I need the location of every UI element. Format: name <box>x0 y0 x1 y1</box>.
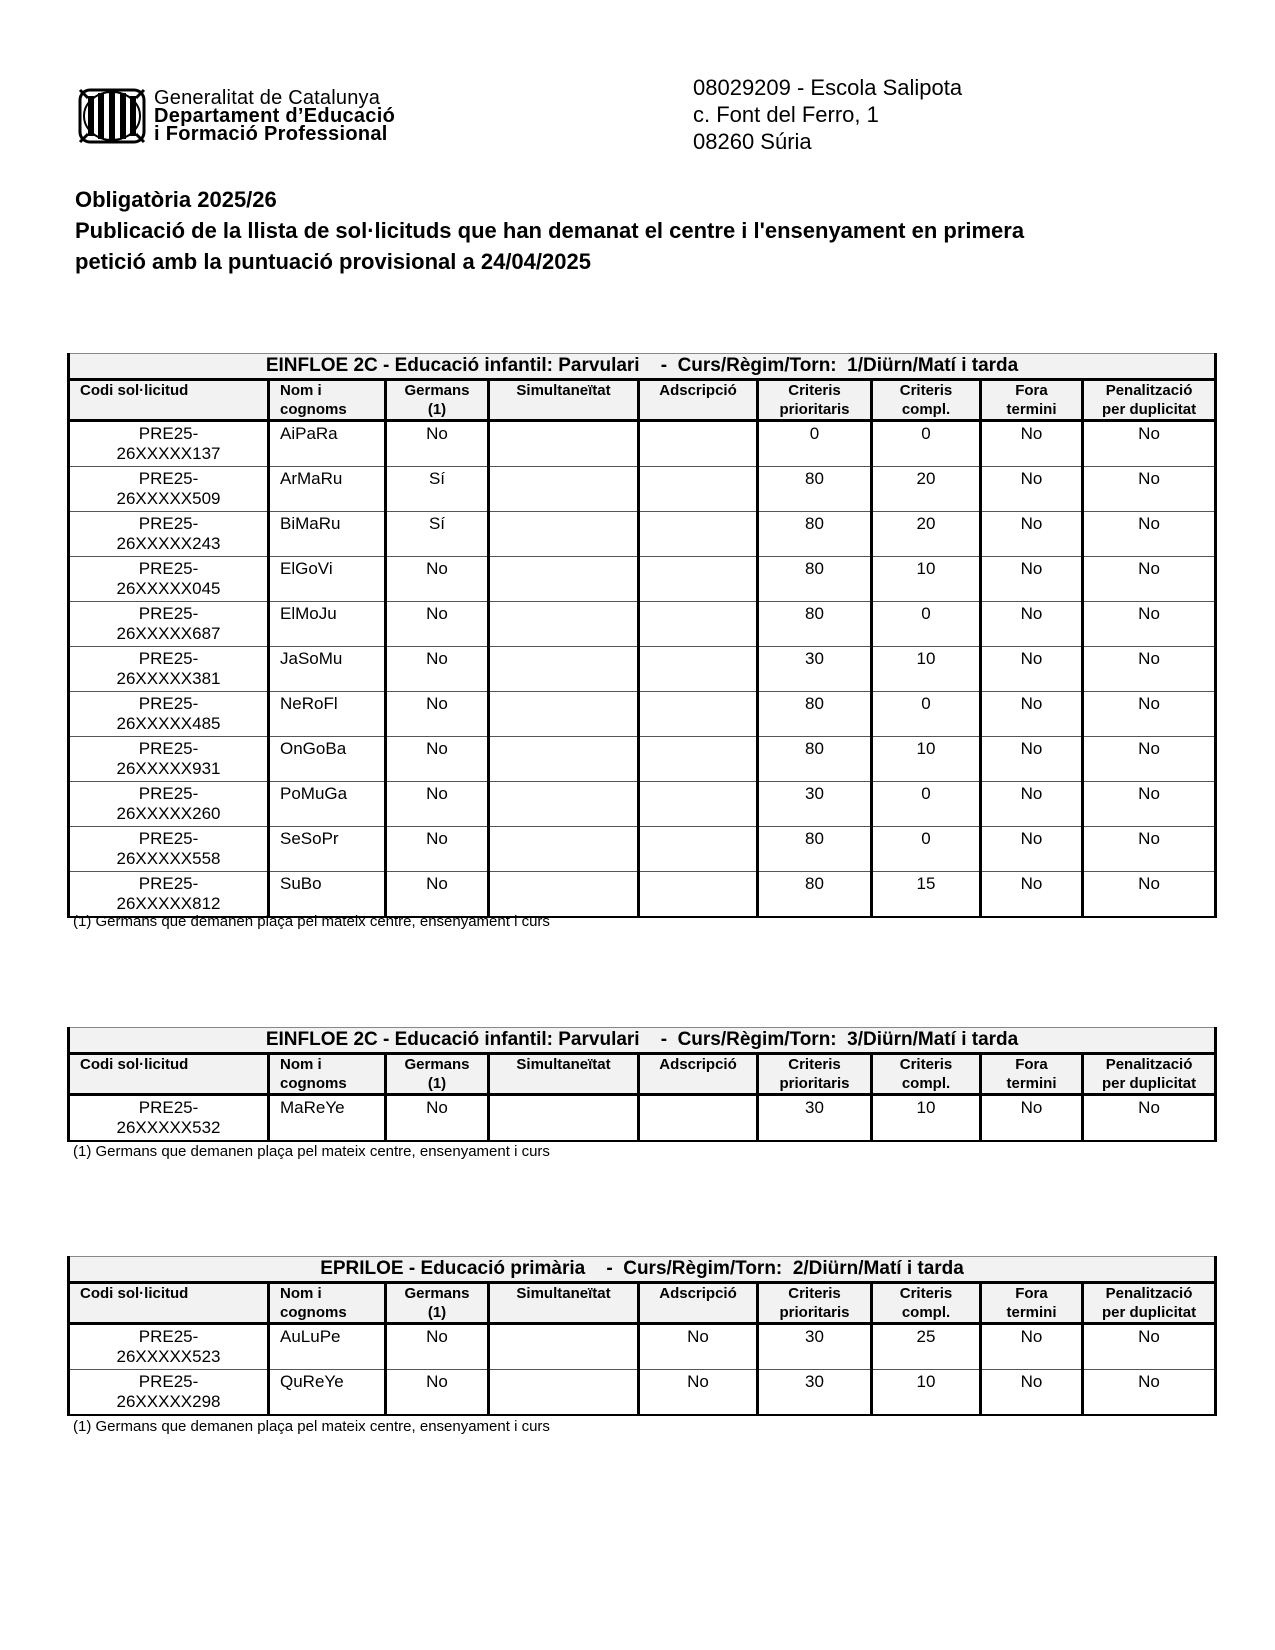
school-city: 08260 Súria <box>693 129 812 154</box>
cell-fora: No <box>981 557 1083 602</box>
cell-adscripcio <box>639 1095 758 1142</box>
cell-germans: No <box>386 647 489 692</box>
column-header-line: Penalització <box>1105 382 1193 399</box>
table-row <box>69 737 1216 782</box>
column-header-line: Fora <box>1015 382 1048 399</box>
cell-germans: No <box>386 827 489 872</box>
column-header <box>489 380 639 421</box>
cell-penalitzacio: No <box>1083 1370 1216 1416</box>
cell-penalitzacio: No <box>1083 782 1216 827</box>
column-header <box>269 1283 386 1324</box>
cell-simultaneitat <box>489 782 639 827</box>
cell-germans: No <box>386 421 489 467</box>
cell-application-code <box>69 872 269 918</box>
cell-simultaneitat <box>489 872 639 918</box>
cell-compl: 0 <box>872 827 981 872</box>
cell-compl: 20 <box>872 467 981 512</box>
column-header-line: Germans <box>404 382 470 399</box>
cell-name: OnGoBa <box>269 737 386 782</box>
column-header-line: Adscripció <box>659 1056 737 1073</box>
cell-compl: 0 <box>872 782 981 827</box>
school-address <box>693 74 962 155</box>
column-header-line: termini <box>1006 401 1057 418</box>
table-title: EPRILOE - Educació primària - Curs/Règim/Torn: 2/Diürn/Matí i tarda <box>69 1257 1216 1283</box>
column-header <box>69 1054 269 1095</box>
cell-simultaneitat <box>489 692 639 737</box>
column-header-line: Fora <box>1015 1056 1048 1073</box>
column-header-line: Criteris <box>899 382 953 399</box>
table-row <box>69 1370 1216 1416</box>
code-part-2: 26XXXXX931 <box>116 759 221 778</box>
column-header-line: per duplicitat <box>1101 401 1197 418</box>
cell-name: NeRoFl <box>269 692 386 737</box>
cell-application-code <box>69 647 269 692</box>
column-header <box>872 1283 981 1324</box>
column-header-line: termini <box>1006 1304 1057 1321</box>
column-header-line: Nom i <box>280 382 322 399</box>
applications-table-1 <box>67 353 1217 918</box>
column-header <box>981 1054 1083 1095</box>
cell-germans: No <box>386 1370 489 1416</box>
footnote: (1) Germans que demanen plaça pel mateix centre, ensenyament i curs <box>73 913 550 930</box>
cell-penalitzacio: No <box>1083 692 1216 737</box>
column-header-line: (1) <box>427 1075 447 1092</box>
cell-application-code <box>69 557 269 602</box>
cell-name: BiMaRu <box>269 512 386 557</box>
cell-fora: No <box>981 602 1083 647</box>
code-part-1: PRE25- <box>138 1098 199 1117</box>
cell-prioritaris: 80 <box>758 467 872 512</box>
column-header-line: compl. <box>901 1304 951 1321</box>
cell-fora: No <box>981 647 1083 692</box>
footnote: (1) Germans que demanen plaça pel mateix centre, ensenyament i curs <box>73 1143 550 1160</box>
code-part-2: 26XXXXX532 <box>116 1118 221 1137</box>
cell-application-code <box>69 512 269 557</box>
column-header-line: per duplicitat <box>1101 1075 1197 1092</box>
column-header <box>269 380 386 421</box>
column-header-line: Criteris <box>788 1285 841 1302</box>
cell-compl: 0 <box>872 602 981 647</box>
table-row <box>69 827 1216 872</box>
code-part-1: PRE25- <box>138 784 199 803</box>
table-row <box>69 512 1216 557</box>
column-header <box>758 380 872 421</box>
cell-compl: 10 <box>872 557 981 602</box>
code-part-2: 26XXXXX509 <box>116 489 221 508</box>
cell-adscripcio <box>639 467 758 512</box>
table-row <box>69 872 1216 918</box>
column-header-line: cognoms <box>280 1304 347 1321</box>
cell-name: AuLuPe <box>269 1324 386 1370</box>
column-header <box>758 1054 872 1095</box>
table-row <box>69 1095 1216 1142</box>
cell-name: ElGoVi <box>269 557 386 602</box>
column-header <box>872 380 981 421</box>
cell-penalitzacio: No <box>1083 1324 1216 1370</box>
column-header-line: Penalització <box>1105 1056 1193 1073</box>
cell-simultaneitat <box>489 557 639 602</box>
column-header-line: Codi sol·licitud <box>80 1285 189 1302</box>
table-row <box>69 602 1216 647</box>
column-header <box>269 1054 386 1095</box>
column-header-line: Codi sol·licitud <box>80 382 189 399</box>
cell-adscripcio <box>639 421 758 467</box>
cell-name: ArMaRu <box>269 467 386 512</box>
school-street: c. Font del Ferro, 1 <box>693 102 879 127</box>
cell-germans: No <box>386 557 489 602</box>
cell-fora: No <box>981 827 1083 872</box>
cell-adscripcio <box>639 782 758 827</box>
generalitat-logo <box>78 88 395 144</box>
cell-penalitzacio: No <box>1083 872 1216 918</box>
column-header-line: prioritaris <box>779 401 850 418</box>
cell-germans: No <box>386 602 489 647</box>
column-header-line: per duplicitat <box>1101 1304 1197 1321</box>
cell-name: SuBo <box>269 872 386 918</box>
table-row <box>69 421 1216 467</box>
cell-fora: No <box>981 421 1083 467</box>
cell-germans: No <box>386 737 489 782</box>
title-line-2: Publicació de la llista de sol·licituds que han demanat el centre i l'ensenyament en primera <box>75 218 1025 243</box>
column-header-line: Criteris <box>788 1056 841 1073</box>
cell-compl: 15 <box>872 872 981 918</box>
cell-germans: No <box>386 782 489 827</box>
table-row <box>69 557 1216 602</box>
cell-compl: 20 <box>872 512 981 557</box>
cell-simultaneitat <box>489 1095 639 1142</box>
cell-adscripcio <box>639 557 758 602</box>
cell-compl: 10 <box>872 1370 981 1416</box>
cell-adscripcio <box>639 647 758 692</box>
cell-prioritaris: 30 <box>758 782 872 827</box>
column-header-line: Codi sol·licitud <box>80 1056 189 1073</box>
logo-department: Departament d’Educació <box>154 105 396 127</box>
cell-compl: 10 <box>872 1095 981 1142</box>
logo-department-2: i Formació Professional <box>154 123 388 145</box>
cell-prioritaris: 80 <box>758 692 872 737</box>
column-header <box>639 380 758 421</box>
cell-application-code <box>69 1370 269 1416</box>
code-part-1: PRE25- <box>138 1372 199 1391</box>
column-header-line: cognoms <box>280 1075 347 1092</box>
code-part-2: 26XXXXX485 <box>116 714 221 733</box>
cell-adscripcio <box>639 827 758 872</box>
cell-germans: Sí <box>386 467 489 512</box>
title-line-3: petició amb la puntuació provisional a 24/04/2025 <box>75 249 591 274</box>
table-title: EINFLOE 2C - Educació infantil: Parvulari - Curs/Règim/Torn: 1/Diürn/Matí i tarda <box>69 354 1216 380</box>
column-header-line: Nom i <box>280 1285 322 1302</box>
cell-fora: No <box>981 1370 1083 1416</box>
cell-fora: No <box>981 782 1083 827</box>
table-row <box>69 692 1216 737</box>
cell-penalitzacio: No <box>1083 602 1216 647</box>
cell-adscripcio <box>639 512 758 557</box>
cell-name: PoMuGa <box>269 782 386 827</box>
cell-penalitzacio: No <box>1083 827 1216 872</box>
column-header <box>386 380 489 421</box>
cell-germans: No <box>386 692 489 737</box>
code-part-1: PRE25- <box>138 559 199 578</box>
column-header-line: prioritaris <box>779 1075 850 1092</box>
cell-name: MaReYe <box>269 1095 386 1142</box>
cell-penalitzacio: No <box>1083 647 1216 692</box>
cell-fora: No <box>981 1095 1083 1142</box>
cell-prioritaris: 30 <box>758 1324 872 1370</box>
table-header-row <box>69 1054 1216 1095</box>
document-title <box>75 184 1024 277</box>
cell-fora: No <box>981 737 1083 782</box>
cell-prioritaris: 80 <box>758 737 872 782</box>
code-part-2: 26XXXXX045 <box>116 579 221 598</box>
code-part-1: PRE25- <box>138 829 199 848</box>
footnote: (1) Germans que demanen plaça pel mateix centre, ensenyament i curs <box>73 1418 550 1435</box>
column-header-line: (1) <box>427 1304 447 1321</box>
code-part-2: 26XXXXX812 <box>116 894 221 913</box>
column-header <box>69 1283 269 1324</box>
cell-compl: 10 <box>872 737 981 782</box>
cell-prioritaris: 30 <box>758 1370 872 1416</box>
column-header <box>872 1054 981 1095</box>
cell-name: ElMoJu <box>269 602 386 647</box>
code-part-2: 26XXXXX298 <box>116 1392 221 1411</box>
column-header-line: Criteris <box>788 382 841 399</box>
cell-simultaneitat <box>489 1370 639 1416</box>
cell-prioritaris: 80 <box>758 602 872 647</box>
cell-simultaneitat <box>489 827 639 872</box>
cell-germans: No <box>386 1324 489 1370</box>
column-header <box>489 1054 639 1095</box>
cell-penalitzacio: No <box>1083 557 1216 602</box>
cell-prioritaris: 80 <box>758 872 872 918</box>
table-row <box>69 647 1216 692</box>
column-header-line: compl. <box>901 401 951 418</box>
column-header-line: Simultaneïtat <box>516 382 611 399</box>
column-header <box>1083 1054 1216 1095</box>
cell-compl: 0 <box>872 692 981 737</box>
cell-simultaneitat <box>489 421 639 467</box>
column-header-line: Penalització <box>1105 1285 1193 1302</box>
cell-application-code <box>69 782 269 827</box>
column-header-line: cognoms <box>280 401 347 418</box>
code-part-2: 26XXXXX243 <box>116 534 221 553</box>
cell-germans: No <box>386 1095 489 1142</box>
cell-fora: No <box>981 467 1083 512</box>
code-part-2: 26XXXXX523 <box>116 1347 221 1366</box>
column-header-line: prioritaris <box>779 1304 850 1321</box>
table-row <box>69 1324 1216 1370</box>
cell-application-code <box>69 602 269 647</box>
cell-adscripcio: No <box>639 1370 758 1416</box>
code-part-2: 26XXXXX260 <box>116 804 221 823</box>
column-header <box>981 1283 1083 1324</box>
column-header <box>1083 380 1216 421</box>
cell-adscripcio: No <box>639 1324 758 1370</box>
cell-simultaneitat <box>489 647 639 692</box>
column-header <box>69 380 269 421</box>
code-part-2: 26XXXXX381 <box>116 669 221 688</box>
cell-adscripcio <box>639 602 758 647</box>
cell-prioritaris: 0 <box>758 421 872 467</box>
cell-prioritaris: 30 <box>758 647 872 692</box>
table-header-row <box>69 1283 1216 1324</box>
column-header-line: (1) <box>427 401 447 418</box>
table-row <box>69 467 1216 512</box>
code-part-1: PRE25- <box>138 469 199 488</box>
cell-application-code <box>69 467 269 512</box>
code-part-1: PRE25- <box>138 514 199 533</box>
cell-penalitzacio: No <box>1083 512 1216 557</box>
applications-table-3 <box>67 1256 1217 1416</box>
column-header-line: termini <box>1006 1075 1057 1092</box>
code-part-1: PRE25- <box>138 424 199 443</box>
title-line-1: Obligatòria 2025/26 <box>75 187 277 212</box>
column-header <box>639 1054 758 1095</box>
code-part-2: 26XXXXX558 <box>116 849 221 868</box>
code-part-2: 26XXXXX687 <box>116 624 221 643</box>
column-header-line: Fora <box>1015 1285 1048 1302</box>
code-part-2: 26XXXXX137 <box>116 444 221 463</box>
cell-germans: Sí <box>386 512 489 557</box>
code-part-1: PRE25- <box>138 649 199 668</box>
cell-application-code <box>69 1324 269 1370</box>
column-header-line: Adscripció <box>659 382 737 399</box>
cell-application-code <box>69 692 269 737</box>
cell-prioritaris: 80 <box>758 512 872 557</box>
cell-fora: No <box>981 1324 1083 1370</box>
cell-simultaneitat <box>489 512 639 557</box>
cell-penalitzacio: No <box>1083 421 1216 467</box>
column-header-line: Criteris <box>899 1285 953 1302</box>
catalan-crest-icon <box>78 88 146 144</box>
cell-fora: No <box>981 872 1083 918</box>
cell-simultaneitat <box>489 467 639 512</box>
cell-germans: No <box>386 872 489 918</box>
logo-generalitat: Generalitat de Catalunya <box>154 87 381 109</box>
column-header-line: Nom i <box>280 1056 322 1073</box>
column-header-line: Simultaneïtat <box>516 1285 611 1302</box>
code-part-1: PRE25- <box>138 874 199 893</box>
school-code-name: 08029209 - Escola Salipota <box>693 75 963 100</box>
cell-simultaneitat <box>489 602 639 647</box>
column-header <box>981 380 1083 421</box>
table-row <box>69 782 1216 827</box>
table-header-row <box>69 380 1216 421</box>
column-header <box>639 1283 758 1324</box>
cell-fora: No <box>981 512 1083 557</box>
column-header-line: Germans <box>404 1285 470 1302</box>
applications-table-2 <box>67 1027 1217 1142</box>
cell-prioritaris: 80 <box>758 557 872 602</box>
code-part-1: PRE25- <box>138 739 199 758</box>
cell-name: JaSoMu <box>269 647 386 692</box>
column-header-line: Adscripció <box>659 1285 737 1302</box>
cell-name: AiPaRa <box>269 421 386 467</box>
column-header-line: Germans <box>404 1056 470 1073</box>
cell-prioritaris: 80 <box>758 827 872 872</box>
column-header <box>386 1054 489 1095</box>
cell-fora: No <box>981 692 1083 737</box>
cell-adscripcio <box>639 692 758 737</box>
cell-adscripcio <box>639 737 758 782</box>
code-part-1: PRE25- <box>138 604 199 623</box>
table-title: EINFLOE 2C - Educació infantil: Parvulari - Curs/Règim/Torn: 3/Diürn/Matí i tarda <box>69 1028 1216 1054</box>
column-header <box>489 1283 639 1324</box>
column-header-line: Simultaneïtat <box>516 1056 611 1073</box>
cell-adscripcio <box>639 872 758 918</box>
column-header <box>1083 1283 1216 1324</box>
cell-name: SeSoPr <box>269 827 386 872</box>
cell-penalitzacio: No <box>1083 1095 1216 1142</box>
column-header-line: compl. <box>901 1075 951 1092</box>
cell-name: QuReYe <box>269 1370 386 1416</box>
cell-penalitzacio: No <box>1083 467 1216 512</box>
cell-compl: 10 <box>872 647 981 692</box>
cell-penalitzacio: No <box>1083 737 1216 782</box>
code-part-1: PRE25- <box>138 694 199 713</box>
cell-simultaneitat <box>489 1324 639 1370</box>
cell-application-code <box>69 1095 269 1142</box>
cell-compl: 25 <box>872 1324 981 1370</box>
cell-prioritaris: 30 <box>758 1095 872 1142</box>
column-header <box>386 1283 489 1324</box>
cell-simultaneitat <box>489 737 639 782</box>
column-header-line: Criteris <box>899 1056 953 1073</box>
column-header <box>758 1283 872 1324</box>
cell-compl: 0 <box>872 421 981 467</box>
code-part-1: PRE25- <box>138 1327 199 1346</box>
cell-application-code <box>69 421 269 467</box>
cell-application-code <box>69 737 269 782</box>
cell-application-code <box>69 827 269 872</box>
